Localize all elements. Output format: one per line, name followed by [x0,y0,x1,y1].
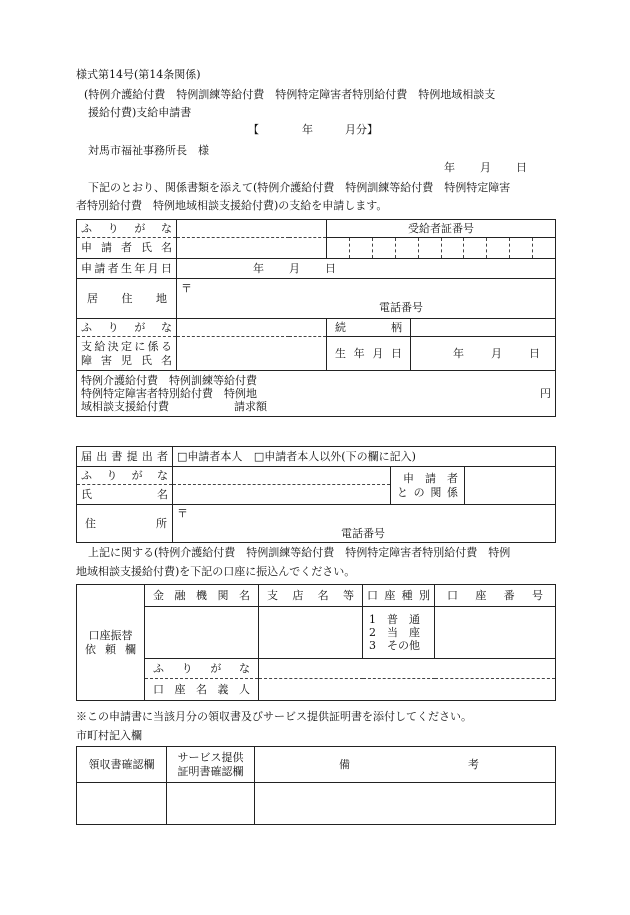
holder-furigana-label: ふりがな [145,659,259,679]
transfer-label: 口座振替 依頼欄 [77,585,145,701]
birth-day: 日 [325,262,336,275]
child-furigana-field[interactable] [177,319,327,337]
receipt-check-label: 領収書確認欄 [77,747,167,783]
service-check-label: サービス提供 証明書確認欄 [167,747,255,783]
submitter-address-label: 住 所 [77,505,173,543]
branch-field[interactable] [259,607,363,659]
bank-name-label: 金融機関名 [145,585,259,607]
service-check-field[interactable] [167,783,255,825]
account-no-field[interactable] [435,607,556,659]
submitter-relation-field[interactable] [465,467,556,505]
applicant-birth-label: 申請者生年月日 [77,259,177,279]
date-day: 日 [516,161,527,174]
account-type-3[interactable]: 3 その他 [369,639,420,653]
period-year: 年 [302,123,313,136]
recipient-no-field[interactable] [327,238,556,259]
attachment-note: ※この申請書に当該月分の領収書及びサービス提供証明書を添付してください。 [76,710,472,723]
account-type-options[interactable] [363,607,435,659]
holder-name-label: 口座名義人 [145,679,259,701]
holder-furigana-field[interactable] [259,659,556,679]
submitter-options [173,447,556,467]
child-name-label: 支給決定に係る 障害児氏名 [77,337,177,371]
applicant-birth-field[interactable] [177,259,556,279]
applicant-name-label: 申請者氏名 [77,238,177,259]
form-title-line2: 援給付費)支給申請書 [88,106,192,119]
form-title-line1: (特例介護給付費 特例訓練等給付費 特例特定障害者特別給付費 特例地域相談支 [84,88,496,101]
period-month: 月分】 [345,123,378,136]
child-birth-year: 年 [453,347,464,360]
submitter-label: 届出書提出者 [77,447,173,467]
city-table [76,746,556,825]
submitter-furigana-label: ふりがな [77,467,173,485]
form-number: 様式第14号(第14条関係) [76,68,201,81]
receipt-check-field[interactable] [77,783,167,825]
residence-label: 居 住 地 [77,279,177,319]
birth-month: 月 [289,262,300,275]
child-birth-label: 生年月日 [327,337,411,371]
remarks-field[interactable] [255,783,556,825]
intro-line2: 者特別給付費 特例地域相談支援給付費)の支給を申請します。 [76,199,388,212]
submitter-name-field[interactable] [173,485,391,505]
submitter-self-checkbox[interactable]: □申請者本人 [177,449,243,463]
addressee: 対馬市福祉事務所長 様 [88,144,209,157]
account-type-2[interactable]: 2 当 座 [369,625,420,639]
residence-field[interactable] [177,279,556,319]
submitter-phone-label: 電話番号 [341,527,385,540]
submitter-other-checkbox[interactable]: □申請者本人以外(下の欄に記入) [253,449,416,463]
child-birth-day: 日 [529,347,540,360]
submitter-name-label: 氏名 [77,485,173,505]
yen-label: 円 [540,386,551,400]
applicant-name-field[interactable] [177,238,327,259]
account-no-label: 口座番号 [435,585,556,607]
bank-name-field[interactable] [145,607,259,659]
postal-mark: 〒 [181,282,192,295]
submitter-furigana-field[interactable] [173,467,391,485]
child-furigana-label: ふりがな [77,319,177,337]
submitter-table [76,446,556,543]
date-year: 年 [444,161,455,174]
applicant-furigana-label: ふりがな [77,220,177,238]
child-birth-month: 月 [491,347,502,360]
applicant-furigana-field[interactable] [177,220,327,238]
child-name-field[interactable] [177,337,327,371]
claim-label: 特例介護給付費 特例訓練等給付費 特例特定障害者特別給付費 特例地 域相談支援給付費 請求額 [77,371,289,417]
remarks-label: 備 考 [255,747,556,783]
account-type-label: 口座種別 [363,585,435,607]
branch-label: 支店名等 [259,585,363,607]
relation-field[interactable] [411,319,556,337]
intro-line1: 下記のとおり、関係書類を添えて(特例介護給付費 特例訓練等給付費 特例特定障害 [88,181,511,194]
transfer-table [76,584,556,701]
period-open: 【 [248,123,259,136]
submitter-address-field[interactable] [173,505,556,543]
transfer-text-line2: 地域相談支援給付費)を下記の口座に振込んでください。 [76,565,356,578]
birth-year: 年 [253,262,264,275]
city-section-label: 市町村記入欄 [76,729,142,742]
transfer-text-line1: 上記に関する(特例介護給付費 特例訓練等給付費 特例特定障害者特別給付費 特例 [88,546,511,559]
submitter-postal-mark: 〒 [177,507,188,520]
recipient-no-label: 受給者証番号 [327,220,556,238]
account-type-1[interactable]: 1 普 通 [369,612,420,626]
phone-label: 電話番号 [379,301,423,314]
holder-name-field[interactable] [259,679,556,701]
relation-label: 続柄 [327,319,411,337]
date-month: 月 [480,161,491,174]
child-birth-field[interactable] [411,337,556,371]
claim-amount-field[interactable] [289,371,556,417]
submitter-relation-label: 申請者 との関係 [391,467,465,505]
applicant-table [76,219,556,417]
